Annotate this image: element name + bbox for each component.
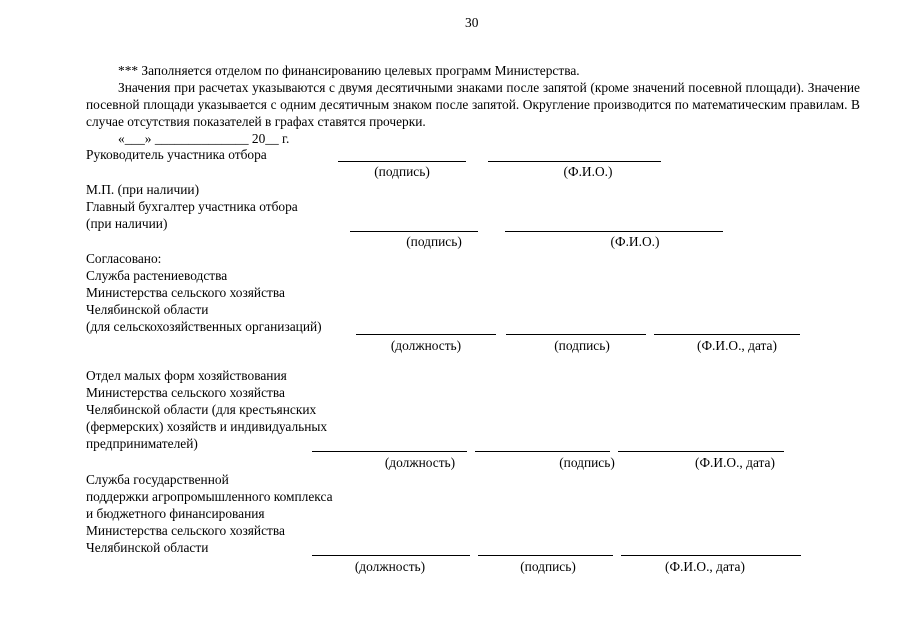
- small-farms-line: Министерства сельского хозяйства: [86, 385, 285, 400]
- state-support-line: Челябинской области: [86, 540, 209, 555]
- crop-service-signature-line: [506, 334, 646, 335]
- agreed-title: Согласовано:: [86, 251, 162, 266]
- small-farms-name-date-caption: (Ф.И.О., дата): [695, 455, 775, 470]
- crop-service-line: Челябинской области: [86, 302, 209, 317]
- head-signature-caption: (подпись): [374, 164, 430, 179]
- small-farms-name-date-line: [618, 451, 784, 452]
- head-name-caption: (Ф.И.О.): [563, 164, 613, 179]
- small-farms-line: Челябинской области (для крестьянских: [86, 402, 317, 417]
- date-line: «___» ______________ 20__ г.: [118, 131, 290, 146]
- accountant-signature-line: [350, 231, 478, 232]
- head-signature-line: [338, 161, 466, 162]
- head-name-line: [488, 161, 661, 162]
- programs-note: *** Заполняется отделом по финансированию целевых программ Министерства.: [118, 63, 580, 78]
- state-support-line: Служба государственной: [86, 472, 229, 487]
- state-support-position-line: [312, 555, 470, 556]
- accountant-name-caption: (Ф.И.О.): [610, 234, 660, 249]
- crop-service-line: Служба растениеводства: [86, 268, 228, 283]
- small-farms-line: (фермерских) хозяйств и индивидуальных: [86, 419, 328, 434]
- small-farms-signature-line: [475, 451, 610, 452]
- small-farms-signature-caption: (подпись): [559, 455, 615, 470]
- crop-service-position-line: [356, 334, 496, 335]
- small-farms-position-line: [312, 451, 467, 452]
- accountant-name-line: [505, 231, 723, 232]
- crop-service-line: Министерства сельского хозяйства: [86, 285, 285, 300]
- accountant-label-line2: (при наличии): [86, 216, 168, 231]
- state-support-signature-caption: (подпись): [520, 559, 576, 574]
- state-support-name-date-line: [621, 555, 801, 556]
- state-support-name-date-caption: (Ф.И.О., дата): [665, 559, 745, 574]
- crop-service-line: (для сельскохозяйственных организаций): [86, 319, 322, 334]
- head-label: Руководитель участника отбора: [86, 147, 267, 162]
- small-farms-line: предпринимателей): [86, 436, 198, 451]
- state-support-line: и бюджетного финансирования: [86, 506, 265, 521]
- accountant-signature-caption: (подпись): [406, 234, 462, 249]
- accountant-label-line1: Главный бухгалтер участника отбора: [86, 199, 298, 214]
- page-number: 30: [465, 15, 479, 30]
- crop-service-signature-caption: (подпись): [554, 338, 610, 353]
- crop-service-name-date-line: [654, 334, 800, 335]
- crop-service-name-date-caption: (Ф.И.О., дата): [697, 338, 777, 353]
- rounding-note: Значения при расчетах указываются с двумя десятичными знаками после запятой (кроме значений посевной площади). Значение посевной площади указывается с одним десятичным знаком после запятой. Округление производится по математическим правилам. В случае отсутствия показателей в графах ставятся прочерки.: [86, 80, 860, 129]
- state-support-signature-line: [478, 555, 613, 556]
- stamp-note: М.П. (при наличии): [86, 182, 200, 197]
- state-support-position-caption: (должность): [354, 559, 426, 574]
- state-support-line: поддержки агропромышленного комплекса: [86, 489, 333, 504]
- small-farms-line: Отдел малых форм хозяйствования: [86, 368, 287, 383]
- crop-service-position-caption: (должность): [390, 338, 462, 353]
- state-support-line: Министерства сельского хозяйства: [86, 523, 285, 538]
- small-farms-position-caption: (должность): [384, 455, 456, 470]
